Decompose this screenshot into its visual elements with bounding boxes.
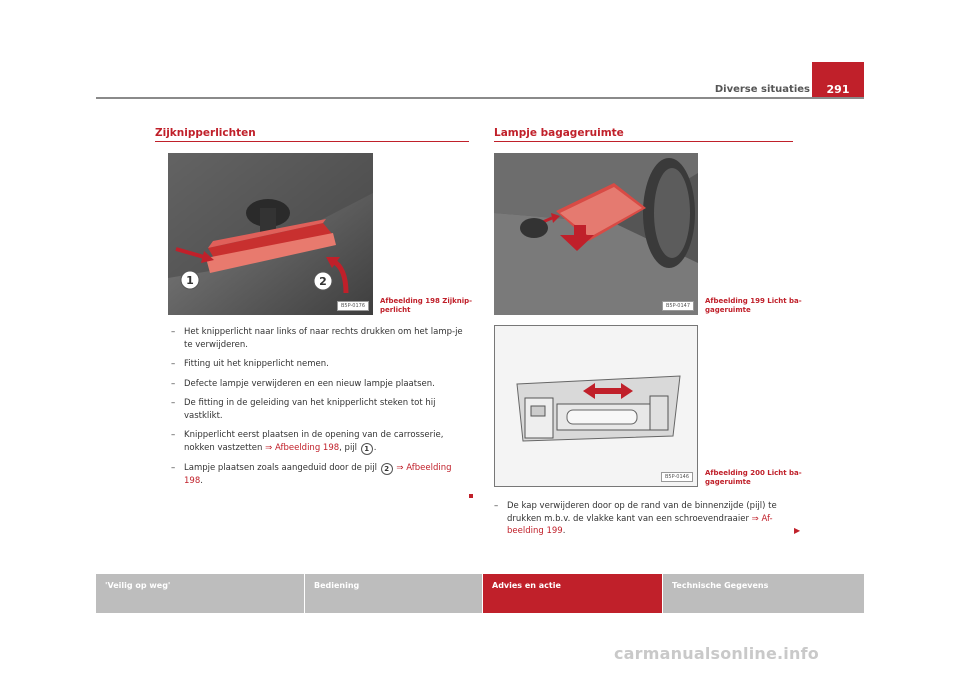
list-item: – Knipperlicht eerst plaatsen in de opening van de carrosserie, nokken vastzetten ⇒ Afbeelding 198, pijl 1 .	[171, 430, 444, 453]
figure-199-link[interactable]: ⇒ Af-beelding 199	[507, 513, 773, 536]
callout-1-label: 1	[186, 274, 194, 287]
section-rule	[155, 141, 469, 142]
running-header-title: Diverse situaties	[714, 84, 810, 95]
instruction-list	[171, 326, 467, 487]
section-end-mark	[469, 494, 473, 498]
header-rule	[96, 97, 864, 99]
figure-luggage-light-removal	[494, 153, 698, 315]
figure-code: B5P-0146	[661, 472, 693, 482]
tab-veilig-op-weg[interactable]: 'Veilig op weg'	[96, 574, 305, 613]
list-item: – Het knipperlicht naar links of naar rechts drukken om het lamp-je te verwijderen.	[171, 327, 463, 350]
section-title-side-indicators: Zijknipperlichten	[155, 127, 256, 139]
list-item: – Fitting uit het knipperlicht nemen.	[171, 359, 329, 369]
side-indicator-illustration	[168, 153, 373, 315]
list-item: – De kap verwijderen door op de rand van de binnenzijde (pijl) te drukken m.b.v. de vlakke kant van een schroevendraaier ⇒ Af-beelding 199.	[494, 501, 777, 536]
list-item: – De fitting in de geleiding van het knipperlicht steken tot hij vastklikt.	[171, 398, 436, 421]
page-number: 291	[812, 62, 864, 99]
chapter-tabs	[96, 574, 864, 613]
figure-side-indicator	[168, 153, 373, 315]
list-item: – Defecte lampje verwijderen en een nieuw lampje plaatsen.	[171, 378, 435, 389]
figure-code: B5P-0147	[662, 301, 694, 311]
callout-2-label: 2	[319, 275, 327, 288]
figure-199-caption: Afbeelding 199 Licht ba- gageruimte	[705, 297, 802, 314]
tab-technische-gegevens[interactable]: Technische Gegevens	[663, 574, 864, 613]
figure-luggage-light-bulb	[494, 325, 698, 487]
list-item: – Lampje plaatsen zoals aangeduid door de pijl 2 ⇒ Afbeelding 198.	[171, 462, 452, 486]
continue-arrow-icon: ▶	[794, 526, 801, 535]
tab-advies-en-actie[interactable]: Advies en actie	[483, 574, 663, 613]
figure-code: B5P-0176	[337, 301, 369, 311]
figure-198-link[interactable]: ⇒ Afbeelding 198	[184, 462, 452, 486]
section-rule	[494, 141, 793, 142]
callout-1: 1	[361, 443, 373, 455]
bulb-illustration	[495, 326, 697, 486]
section-title-luggage-light: Lampje bagageruimte	[494, 127, 624, 139]
luggage-light-illustration	[494, 153, 698, 315]
figure-198-caption: Afbeelding 198 Zijknip- perlicht	[380, 297, 473, 314]
figure-198-link[interactable]: ⇒ Afbeelding 198	[265, 442, 340, 453]
watermark: carmanualsonline.info	[614, 644, 819, 663]
figure-200-caption: Afbeelding 200 Licht ba- gageruimte	[705, 469, 802, 486]
tab-bediening[interactable]: Bediening	[305, 574, 483, 613]
callout-2: 2	[381, 463, 393, 475]
